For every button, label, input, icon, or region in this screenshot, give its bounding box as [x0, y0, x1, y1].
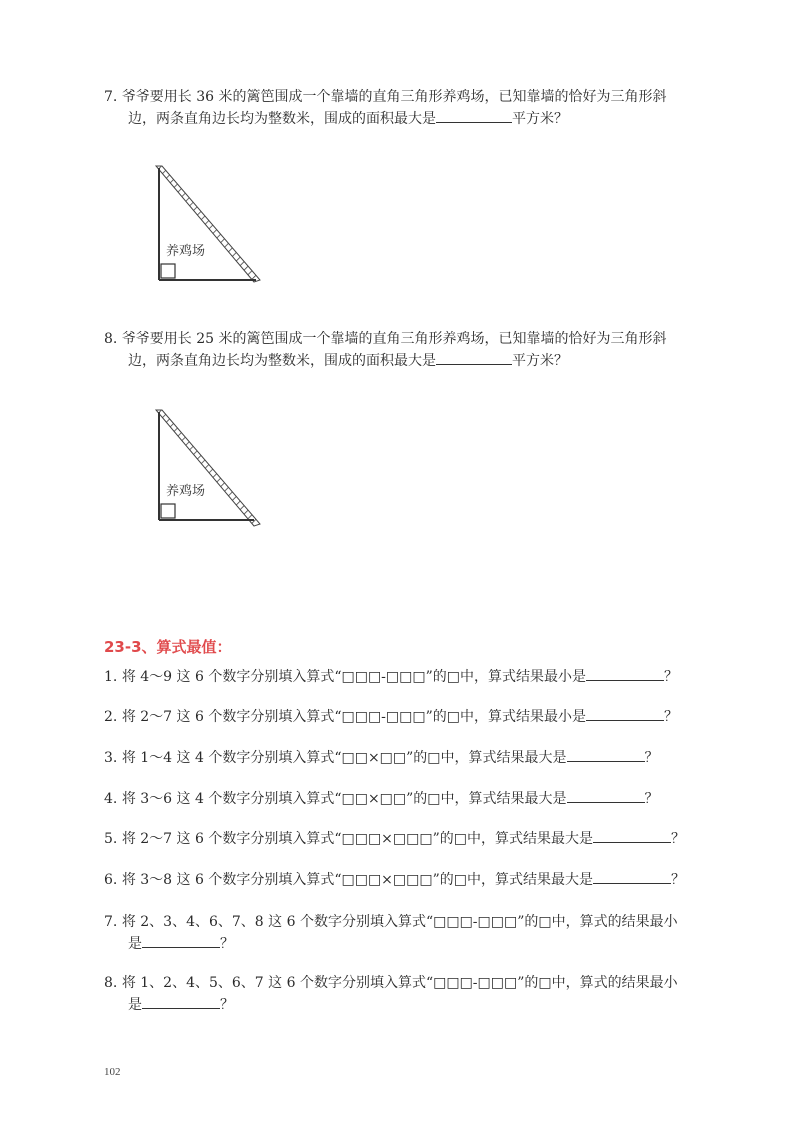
problem-number: 7.: [104, 89, 118, 105]
right-angle-mark: [161, 504, 175, 518]
answer-blank[interactable]: [436, 108, 512, 123]
problem-top-8: [104, 328, 724, 372]
section-title: 23-3、算式最值：: [104, 638, 232, 656]
problem-number: 3.: [104, 750, 118, 766]
problem-text-line2: 边，两条直角边长均为整数米，围成的面积最大是: [128, 353, 436, 369]
answer-blank[interactable]: [593, 828, 671, 843]
problem-text-tail: 平方米？: [512, 111, 568, 127]
problem-text-line1: 爷爷要用长 36 米的篱笆围成一个靠墙的直角三角形养鸡场，已知靠墙的恰好为三角形斜: [121, 89, 667, 105]
problem-text-line2: 是: [128, 997, 142, 1013]
problem-text-line2: 是: [128, 936, 142, 952]
figure-label: 养鸡场: [166, 484, 206, 499]
problem-number: 5.: [104, 831, 118, 847]
problem-bottom-2: [104, 706, 724, 728]
problem-text-line2: 边，两条直角边长均为整数米，围成的面积最大是: [128, 111, 436, 127]
problem-number: 7.: [104, 914, 118, 930]
answer-blank[interactable]: [593, 869, 671, 884]
right-triangle-diagram: [150, 404, 270, 534]
problem-text-tail: ？: [663, 669, 678, 685]
problem-text-tail: ？: [220, 936, 234, 952]
figure-label: 养鸡场: [166, 244, 206, 259]
answer-blank[interactable]: [567, 747, 645, 762]
chicken-coop-figure-1: [150, 160, 270, 290]
answer-blank[interactable]: [567, 788, 645, 803]
problem-text: 将 2～7 这 6 个数字分别填入算式“□□□×□□□”的□中，算式结果最大是: [121, 831, 593, 847]
problem-text: 将 4～9 这 6 个数字分别填入算式“□□□-□□□”的□中，算式结果最小是: [121, 669, 586, 685]
answer-blank[interactable]: [586, 666, 664, 681]
answer-blank[interactable]: [142, 994, 220, 1009]
problem-text-line1: 将 1、2、4、5、6、7 这 6 个数字分别填入算式“□□□-□□□”的□中，算式的结果最小: [121, 975, 678, 991]
chicken-coop-figure-2: [150, 404, 270, 534]
problem-number: 8.: [104, 331, 118, 347]
right-angle-mark: [161, 264, 175, 278]
answer-blank[interactable]: [142, 933, 220, 948]
problem-bottom-4: [104, 788, 724, 810]
problem-number: 4.: [104, 791, 118, 807]
problem-text: 将 2～7 这 6 个数字分别填入算式“□□□-□□□”的□中，算式结果最小是: [121, 709, 586, 725]
page-number: 102: [104, 1066, 121, 1078]
problem-number: 8.: [104, 975, 118, 991]
problem-bottom-6: [104, 869, 724, 891]
problem-text: 将 1～4 这 4 个数字分别填入算式“□□×□□”的□中，算式结果最大是: [121, 750, 567, 766]
problem-text: 将 3～6 这 4 个数字分别填入算式“□□×□□”的□中，算式结果最大是: [121, 791, 567, 807]
problem-number: 6.: [104, 872, 118, 888]
problem-bottom-5: [104, 828, 724, 850]
problem-text-tail: ？: [644, 750, 659, 766]
answer-blank[interactable]: [586, 706, 664, 721]
wall-hypotenuse: [156, 166, 260, 282]
problem-text-tail: ？: [663, 709, 678, 725]
problem-text-line1: 将 2、3、4、6、7、8 这 6 个数字分别填入算式“□□□-□□□”的□中，算式的结果最小: [121, 914, 678, 930]
problem-bottom-7: [104, 911, 724, 955]
problem-text-tail: ？: [644, 791, 659, 807]
problem-number: 1.: [104, 669, 118, 685]
wall-hypotenuse: [156, 410, 260, 526]
problem-text-tail: ？: [670, 872, 685, 888]
problem-bottom-3: [104, 747, 724, 769]
problem-number: 2.: [104, 709, 118, 725]
problem-bottom-1: [104, 666, 724, 688]
problem-text-tail: ？: [220, 997, 234, 1013]
problem-text-tail: ？: [670, 831, 685, 847]
answer-blank[interactable]: [436, 350, 512, 365]
problem-bottom-8: [104, 972, 724, 1016]
problem-text-line1: 爷爷要用长 25 米的篱笆围成一个靠墙的直角三角形养鸡场，已知靠墙的恰好为三角形斜: [121, 331, 667, 347]
right-triangle-diagram: [150, 160, 270, 290]
problem-text-tail: 平方米？: [512, 353, 568, 369]
problem-text: 将 3～8 这 6 个数字分别填入算式“□□□×□□□”的□中，算式结果最大是: [121, 872, 593, 888]
problem-top-7: [104, 86, 724, 130]
